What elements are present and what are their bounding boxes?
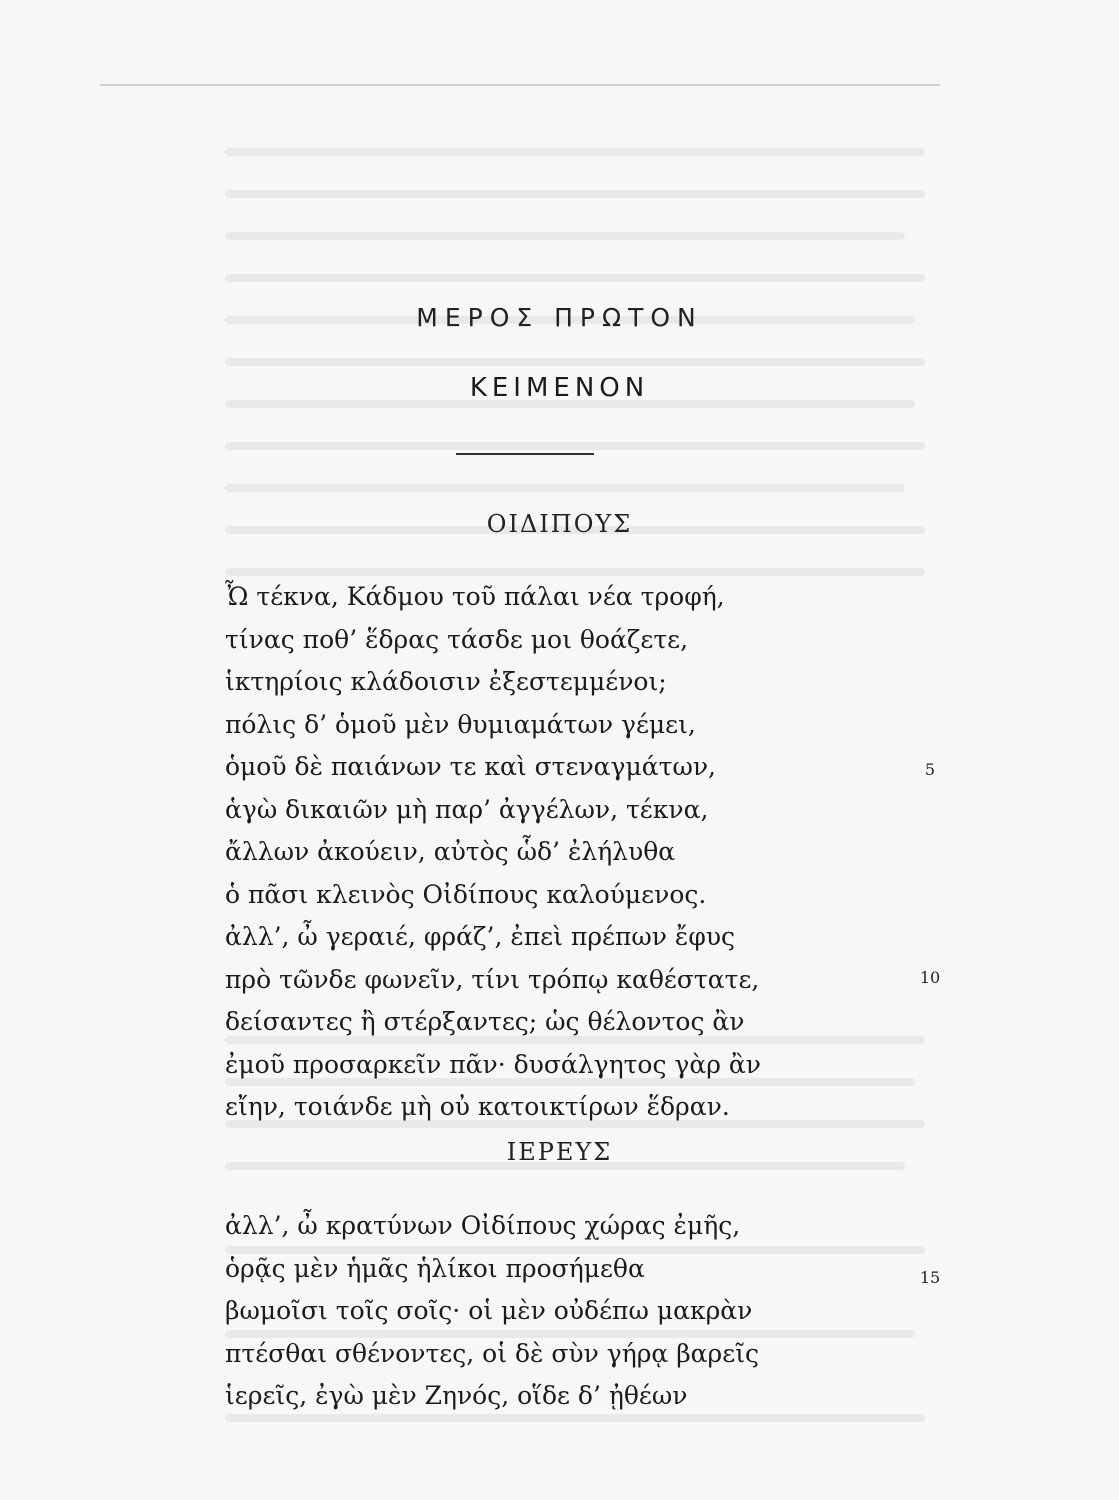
line-number: 5 <box>924 760 936 779</box>
verse-block-priest <box>225 1205 875 1418</box>
verse-line: ἄλλων ἀκούειν, αὐτὸς ὧδ’ ἐλήλυθα <box>225 837 676 866</box>
verse-block-oedipus <box>225 576 875 1129</box>
verse-line: πτέσθαι σθένοντες, οἱ δὲ σὺν γήρᾳ βαρεῖς <box>225 1338 760 1368</box>
verse-line: εἴην, τοιάνδε μὴ οὐ κατοικτίρων ἕδραν. <box>225 1092 730 1121</box>
line-number: 15 <box>919 1268 941 1287</box>
verse-line: πόλις δ’ ὁμοῦ μὲν θυμιαμάτων γέμει, <box>225 709 696 739</box>
verse-line: ἐμοῦ προσαρκεῖν πᾶν· δυσάλγητος γὰρ ἂν <box>225 1049 761 1079</box>
verse-line: ἀλλ’, ὦ γεραιέ, φράζ’, ἐπεὶ πρέπων ἔφυς <box>225 922 736 951</box>
verse-line: ἱερεῖς, ἐγὼ μὲν Ζηνός, οἵδε δ’ ᾐθέων <box>225 1381 688 1410</box>
line-number: 10 <box>919 968 941 987</box>
verse-line: τίνας ποθ’ ἕδρας τάσδε μοι θοάζετε, <box>225 624 689 654</box>
verse-line: πρὸ τῶνδε φωνεῖν, τίνι τρόπῳ καθέστατε, <box>225 964 760 994</box>
verse-line: ἱκτηρίοις κλάδοισιν ἐξεστεμμένοι; <box>225 667 667 696</box>
verse-line: ὁ πᾶσι κλεινὸς Οἰδίπους καλούμενος. <box>225 879 707 909</box>
verse-line: βωμοῖσι τοῖς σοῖς· οἱ μὲν οὐδέπω μακρὰν <box>225 1296 753 1325</box>
section-title: ΚΕΙΜΕΝΟΝ <box>469 373 650 403</box>
verse-line: δείσαντες ἢ στέρξαντες; ὡς θέλοντος ἂν <box>225 1007 745 1036</box>
verse-line: ἀλλ’, ὦ κρατύνων Οἰδίπους χώρας ἐμῆς, <box>225 1211 741 1240</box>
part-title: ΜΕΡΟΣ ΠΡΩΤΟΝ <box>416 303 703 332</box>
speaker-heading-priest: ΙΕΡΕΥΣ <box>506 1138 613 1166</box>
verse-line: ὁρᾷς μὲν ἡμᾶς ἡλίκοι προσήμεθα <box>225 1253 645 1283</box>
verse-line: ἁγὼ δικαιῶν μὴ παρ’ ἀγγέλων, τέκνα, <box>225 794 709 824</box>
verse-line: Ὦ τέκνα, Κάδμου τοῦ πάλαι νέα τροφή, <box>225 582 725 611</box>
show-through-header-rule <box>100 84 940 86</box>
title-divider <box>456 453 594 455</box>
verse-line: ὁμοῦ δὲ παιάνων τε καὶ στεναγμάτων, <box>225 752 716 781</box>
speaker-heading-oedipus: ΟΙΔΙΠΟΥΣ <box>486 510 633 538</box>
